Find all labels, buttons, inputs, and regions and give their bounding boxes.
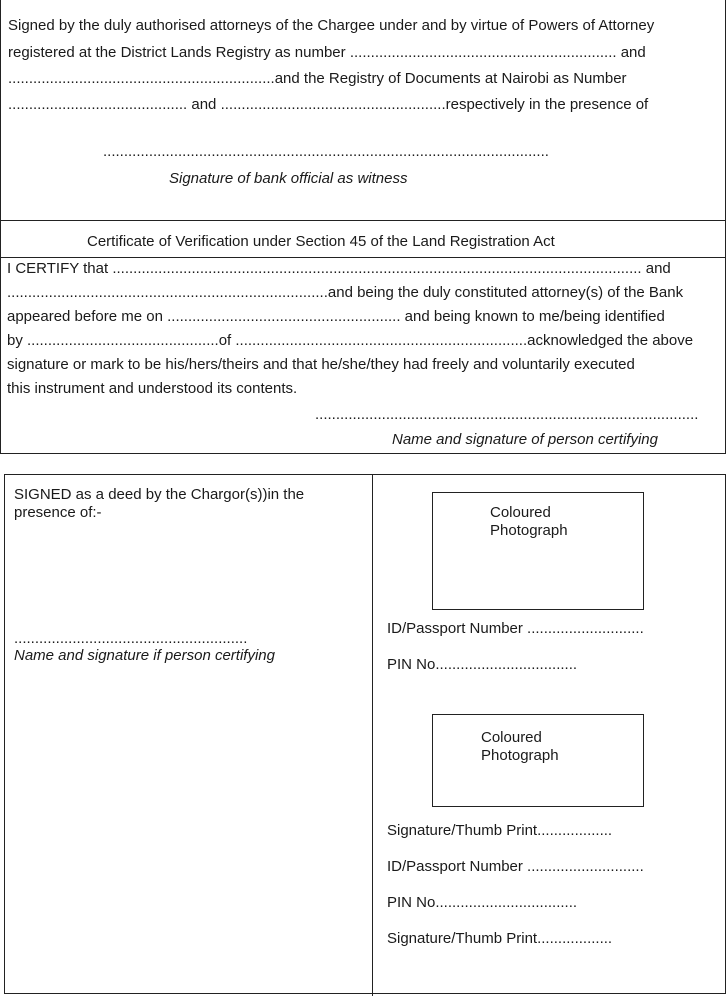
- witness-signature-line: ...........................................................................................................: [103, 143, 549, 160]
- witness-caption: Signature of bank official as witness: [169, 170, 408, 187]
- signature-thumb-print-2: Signature/Thumb Print..................: [387, 930, 613, 947]
- signature-thumb-print-1: Signature/Thumb Print..................: [387, 822, 613, 839]
- column-divider: [372, 474, 373, 996]
- certifier-caption: Name and signature of person certifying: [392, 431, 658, 448]
- photograph-label-1-line-1: Coloured: [490, 504, 551, 521]
- attorney-line-3: ................................................................and the Registry of Documents at Nairobi as Number: [8, 70, 627, 87]
- heading-divider: [0, 257, 726, 258]
- deed-signature-caption: Name and signature if person certifying: [14, 647, 275, 664]
- certificate-line-5: signature or mark to be his/hers/theirs and that he/she/they had freely and voluntarily executed: [7, 356, 635, 373]
- photograph-label-2: [481, 729, 559, 765]
- attorney-line-4: ........................................... and ......................................................respectively in the presence of: [8, 96, 649, 113]
- pin-number-1: PIN No..................................: [387, 656, 578, 673]
- deed-signed-line-2: presence of:-: [14, 504, 102, 521]
- certificate-line-3: appeared before me on ........................................................ and being known to me/being identified: [7, 308, 665, 325]
- section-divider: [0, 220, 726, 221]
- attorney-line-2: registered at the District Lands Registry as number ................................................................ and: [8, 44, 646, 61]
- pin-number-2: PIN No..................................: [387, 894, 578, 911]
- photograph-label-2-line-1: Coloured: [481, 729, 542, 746]
- attorney-line-1: Signed by the duly authorised attorneys of the Chargee under and by virtue of Powers of Attorney: [8, 17, 655, 34]
- deed-signed-line-1: SIGNED as a deed by the Chargor(s))in the: [14, 486, 305, 503]
- certificate-line-6: this instrument and understood its contents.: [7, 380, 298, 397]
- id-passport-number-2: ID/Passport Number ............................: [387, 858, 644, 875]
- id-passport-number-1: ID/Passport Number ............................: [387, 620, 644, 637]
- photograph-box-2: [432, 714, 644, 807]
- certificate-line-1: I CERTIFY that ............................................................................................................................... and: [7, 260, 671, 277]
- certificate-line-4: by ..............................................of ......................................................................acknowledged the above: [7, 332, 694, 349]
- photograph-box-1: [432, 492, 644, 610]
- photograph-label-2-line-2: Photograph: [481, 747, 559, 764]
- certificate-line-2: .............................................................................and being the duly constituted attorney(s) of the Bank: [7, 284, 684, 301]
- photograph-label-1-line-2: Photograph: [490, 522, 568, 539]
- certificate-heading: Certificate of Verification under Section 45 of the Land Registration Act: [87, 233, 555, 250]
- photograph-label-1: [490, 504, 568, 540]
- deed-signature-line: ........................................................: [14, 630, 248, 647]
- certifier-signature-line: ............................................................................................: [315, 406, 699, 423]
